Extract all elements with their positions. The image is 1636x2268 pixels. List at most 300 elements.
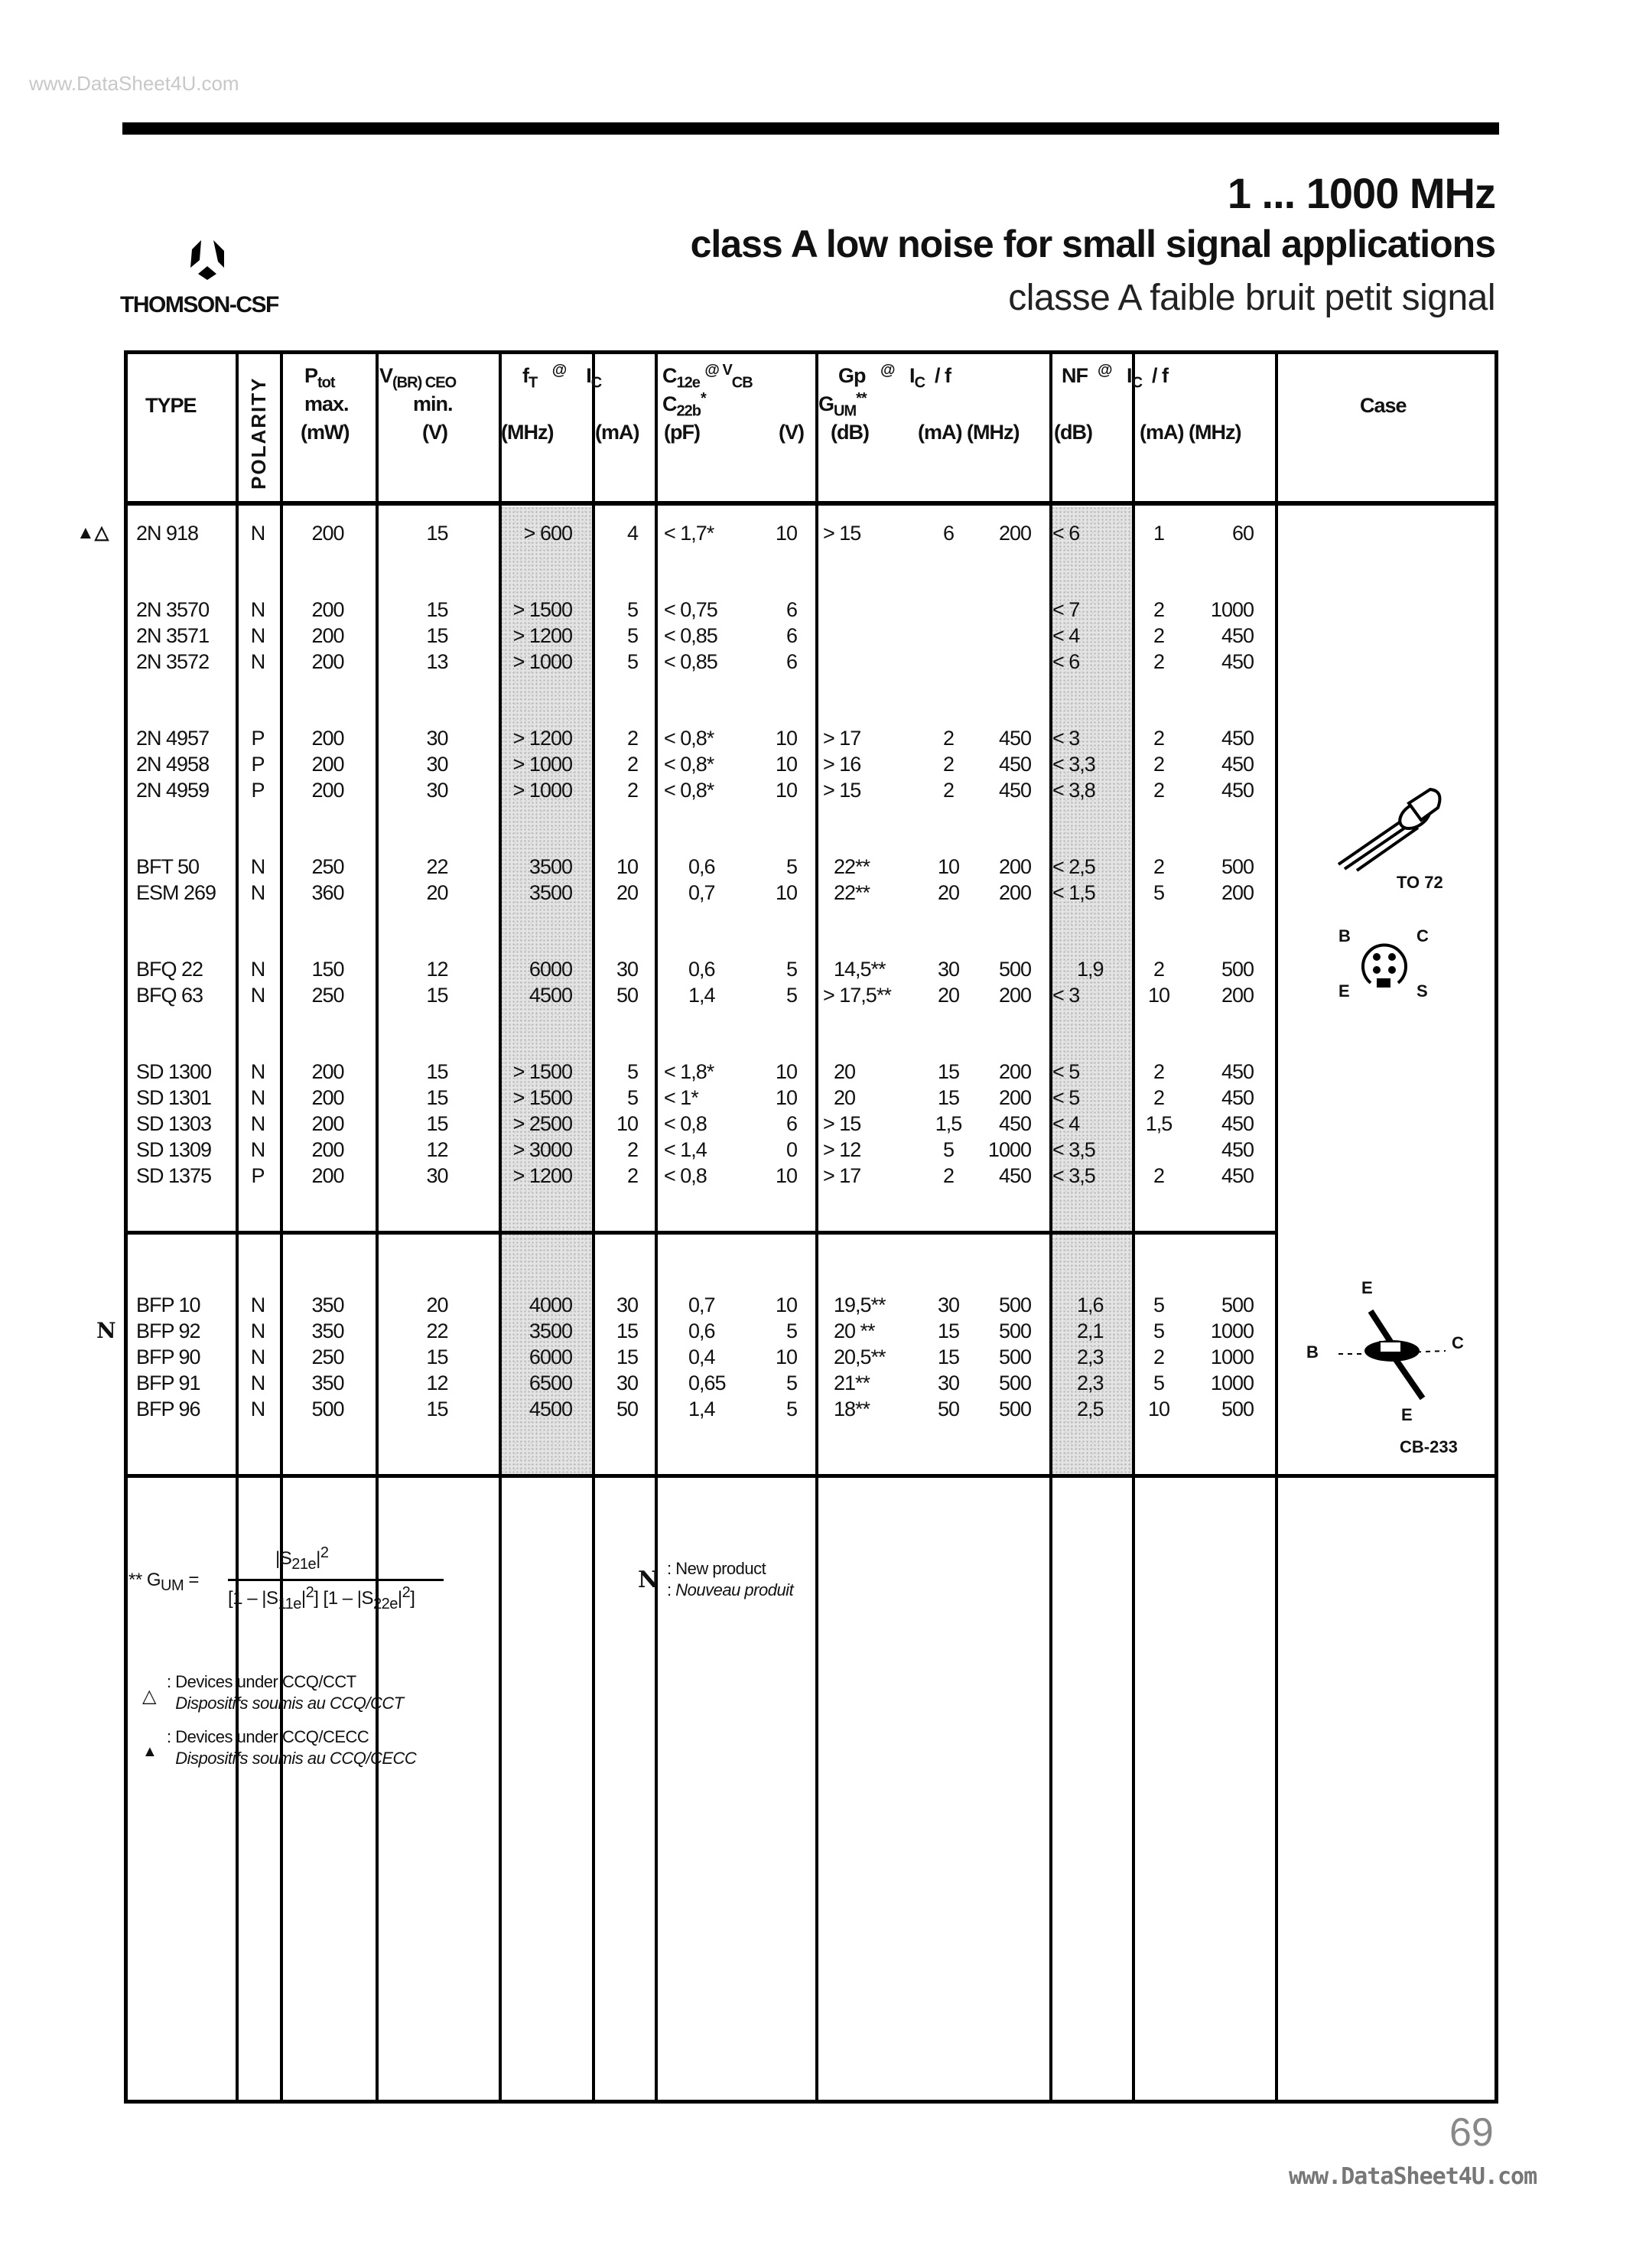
cell-ft: > 3000: [512, 1138, 572, 1161]
header-c12e: $C_{12e}$ $^{@ V}_{CB}$: [662, 362, 753, 392]
cell-noise-figure: 2,3: [1077, 1372, 1104, 1394]
header-nf-ic-f-unit: (mA) (MHz): [1140, 421, 1241, 444]
gum-numerator: $|S_{21e}|^2$: [275, 1544, 329, 1573]
pin-c-label: C: [1416, 926, 1429, 945]
cell-nf-f: 500: [1221, 855, 1254, 878]
cell-gain-f: 200: [998, 1060, 1031, 1083]
cell-vbr-ceo: 30: [426, 779, 448, 802]
cell-polarity: N: [250, 650, 265, 673]
cell-gain-f: 450: [998, 727, 1031, 750]
cell-vcb: 6: [785, 1112, 797, 1135]
cell-polarity: N: [250, 598, 265, 621]
cell-gain: 21**: [834, 1372, 870, 1394]
cell-capacitance: 0,7: [688, 1293, 715, 1316]
cell-noise-figure: 1,9: [1077, 958, 1104, 981]
cell-vbr-ceo: 15: [426, 1086, 448, 1109]
cell-type: 2N 3572: [136, 650, 210, 673]
table-row: [0, 1059, 1636, 1085]
cell-gain-f: 200: [998, 522, 1031, 545]
cell-nf-ic: 2: [1153, 958, 1165, 981]
cell-ft: 4500: [529, 984, 572, 1007]
header-c-unit: (pF): [664, 421, 700, 444]
cell-nf-ic: 2: [1153, 727, 1165, 750]
cell-polarity: N: [250, 1060, 265, 1083]
cell-noise-figure: < 4: [1052, 1112, 1080, 1135]
cell-capacitance: 0,65: [688, 1372, 726, 1394]
cell-gain-ic: 1,5: [935, 1112, 962, 1135]
cell-noise-figure: < 5: [1052, 1086, 1080, 1109]
cell-ft: > 1000: [512, 753, 572, 776]
cell-ft-ic: 2: [626, 753, 638, 776]
cell-ptot: 200: [311, 753, 344, 776]
cell-gain-f: 200: [998, 855, 1031, 878]
cell-nf-f: 500: [1221, 958, 1254, 981]
cell-gain: > 16: [823, 753, 861, 776]
cell-capacitance: < 0,8*: [664, 727, 714, 750]
cell-type: BFP 10: [136, 1293, 200, 1316]
cell-polarity: P: [251, 1164, 265, 1187]
cell-nf-ic: 2: [1153, 650, 1165, 673]
cell-type: BFP 91: [136, 1372, 200, 1394]
cell-vcb: 6: [785, 598, 797, 621]
cell-ft: 3500: [529, 855, 572, 878]
cell-noise-figure: < 3: [1052, 727, 1080, 750]
cell-type: 2N 4957: [136, 727, 210, 750]
case-cb233-label: CB-233: [1400, 1437, 1458, 1456]
cell-nf-f: 500: [1221, 1293, 1254, 1316]
cell-gain-ic: 30: [937, 1372, 960, 1394]
cell-gain-ic: [918, 597, 979, 623]
cell-gain-ic: 2: [942, 779, 955, 802]
cct-symbol: △: [142, 1686, 156, 1707]
table-row: [0, 725, 1636, 751]
cell-nf-f: 450: [1221, 624, 1254, 647]
cell-gain-ic: 20: [937, 984, 960, 1007]
cell-capacitance: < 0,85: [664, 650, 717, 673]
cell-noise-figure: < 2,5: [1052, 855, 1095, 878]
section-rule: [124, 1231, 1275, 1235]
cell-nf-ic: 5: [1153, 1372, 1165, 1394]
cell-ft: 4500: [529, 1398, 572, 1420]
cell-type: SD 1301: [136, 1086, 212, 1109]
cell-nf-ic: 10: [1147, 1398, 1170, 1420]
cell-noise-figure: < 3: [1052, 984, 1080, 1007]
cell-nf-ic: 2: [1153, 855, 1165, 878]
cell-vbr-ceo: 22: [426, 1319, 448, 1342]
cell-noise-figure: < 6: [1052, 522, 1080, 545]
cell-ft-ic: 5: [626, 650, 638, 673]
cell-gain-ic: 15: [937, 1060, 960, 1083]
cell-gain-ic: 30: [937, 958, 960, 981]
cb233-package-icon: [1331, 1300, 1468, 1404]
cell-gain-ic: [918, 623, 979, 649]
cell-noise-figure: 2,5: [1077, 1398, 1104, 1420]
cell-gain: 19,5**: [834, 1293, 886, 1316]
cell-vcb: 0: [785, 1138, 797, 1161]
cell-ft: > 1500: [512, 1060, 572, 1083]
cell-type: SD 1300: [136, 1060, 212, 1083]
cell-gain: [818, 623, 918, 649]
cell-polarity: N: [250, 984, 265, 1007]
cell-nf-ic: 2: [1153, 598, 1165, 621]
cell-vcb: 5: [785, 1372, 797, 1394]
gum-denominator: $[1 - |S_{11e}|^2]$ $[1 - |S_{22e}|^2]$: [228, 1584, 415, 1612]
cell-ft: > 1200: [512, 1164, 572, 1187]
device-group: [0, 520, 1636, 546]
cell-capacitance: < 0,85: [664, 624, 717, 647]
cell-capacitance: 1,4: [688, 1398, 715, 1420]
cell-noise-figure: 1,6: [1077, 1293, 1104, 1316]
cell-capacitance: 1,4: [688, 984, 715, 1007]
cell-gain: > 17: [823, 727, 861, 750]
pin-e-bottom-label: E: [1401, 1405, 1413, 1424]
cell-vbr-ceo: 12: [426, 1138, 448, 1161]
cecc-fr: Dispositifs soumis au CCQ/CECC: [175, 1749, 417, 1768]
pin-s-label: S: [1416, 981, 1428, 1001]
cell-gain-f: 450: [998, 753, 1031, 776]
brand-name: THOMSON-CSF: [120, 292, 278, 317]
device-group: [0, 597, 1636, 675]
cell-capacitance: < 0,75: [664, 598, 717, 621]
watermark-bottom: www.DataSheet4U.com: [1289, 2163, 1537, 2190]
header-nf: NF @ $I_C$ / f: [1062, 362, 1169, 392]
cell-ptot: 200: [311, 1086, 344, 1109]
cell-noise-figure: < 3,8: [1052, 779, 1095, 802]
to72-pinout-icon: [1354, 937, 1415, 991]
cell-gain: 20: [834, 1086, 856, 1109]
cell-type: 2N 3571: [136, 624, 210, 647]
cell-ft: > 1000: [512, 650, 572, 673]
cell-ptot: 200: [311, 1164, 344, 1187]
cell-polarity: N: [250, 881, 265, 904]
cell-ptot: 250: [311, 984, 344, 1007]
cell-vbr-ceo: 30: [426, 1164, 448, 1187]
cell-gain-f: 200: [998, 1086, 1031, 1109]
cell-ptot: 200: [311, 624, 344, 647]
cell-capacitance: 0,6: [688, 855, 715, 878]
cell-gain-ic: 2: [942, 753, 955, 776]
cell-type: BFQ 63: [136, 984, 203, 1007]
cell-gain: [818, 597, 918, 623]
cell-ptot: 200: [311, 522, 344, 545]
cell-polarity: N: [250, 1319, 265, 1342]
cell-type: BFP 90: [136, 1346, 200, 1368]
cell-ft-ic: 5: [626, 1086, 638, 1109]
cell-capacitance: < 1,4: [664, 1138, 707, 1161]
pin-b-label: B: [1338, 926, 1351, 945]
header-gp: Gp @ $I_C$ / f: [838, 362, 951, 392]
cell-gain-ic: 15: [937, 1086, 960, 1109]
header-vbr: $V_{(BR) CEO}$: [379, 364, 457, 392]
cell-gain-f: [979, 649, 1049, 675]
header-gum: $G_{UM}^{**}$: [818, 390, 867, 420]
cell-gain-f: 500: [998, 1346, 1031, 1368]
cell-nf-ic: 10: [1147, 984, 1170, 1007]
cell-polarity: N: [250, 855, 265, 878]
cell-gain-f: 500: [998, 1398, 1031, 1420]
page-subtitle: class A low noise for small signal applications: [690, 223, 1495, 265]
cell-nf-f: 200: [1221, 881, 1254, 904]
cell-ft-ic: 10: [616, 1112, 638, 1135]
cell-ptot: 360: [311, 881, 344, 904]
table-row: [0, 623, 1636, 649]
cell-vcb: 10: [775, 1164, 797, 1187]
header-gp-unit: (dB): [831, 421, 869, 444]
cell-gain: 18**: [834, 1398, 870, 1420]
cell-gain: 22**: [834, 855, 870, 878]
cell-vbr-ceo: 15: [426, 1112, 448, 1135]
cell-ft: 6000: [529, 1346, 572, 1368]
header-vbr-min: min.: [413, 392, 453, 415]
table-row: [0, 1137, 1636, 1163]
cell-vbr-ceo: 20: [426, 881, 448, 904]
cell-nf-f: 450: [1221, 1112, 1254, 1135]
cell-ft-ic: 2: [626, 779, 638, 802]
cell-nf-ic: 2: [1153, 1164, 1165, 1187]
cell-ft: 4000: [529, 1293, 572, 1316]
cell-gain-ic: 20: [937, 881, 960, 904]
pin-e-top-label: E: [1361, 1278, 1373, 1297]
cell-type: 2N 4958: [136, 753, 210, 776]
cell-noise-figure: < 7: [1052, 598, 1080, 621]
cell-gain: [818, 649, 918, 675]
cct-en: : Devices under CCQ/CCT: [167, 1672, 356, 1691]
cell-capacitance: < 1,8*: [664, 1060, 714, 1083]
cell-ft: 6000: [529, 958, 572, 981]
table-row: [0, 597, 1636, 623]
new-product-symbol: N: [638, 1567, 659, 1593]
cell-ft: > 2500: [512, 1112, 572, 1135]
cell-gain: 22**: [834, 881, 870, 904]
cell-gain: > 15: [823, 779, 861, 802]
header-type: TYPE: [145, 394, 197, 417]
cell-gain-f: 500: [998, 1319, 1031, 1342]
cell-polarity: N: [250, 624, 265, 647]
cell-gain: > 15: [823, 522, 861, 545]
cell-ft-ic: 50: [616, 984, 638, 1007]
cell-nf-ic: 2: [1153, 1060, 1165, 1083]
header-nf-unit: (dB): [1054, 421, 1092, 444]
cell-noise-figure: < 6: [1052, 650, 1080, 673]
cell-gain-ic: 15: [937, 1319, 960, 1342]
cell-gain-ic: 5: [942, 1138, 955, 1161]
cell-ft-ic: 30: [616, 1293, 638, 1316]
cell-capacitance: < 0,8*: [664, 779, 714, 802]
cell-nf-ic: [1132, 1137, 1186, 1163]
cell-ptot: 200: [311, 650, 344, 673]
cell-gain-f: 200: [998, 881, 1031, 904]
cell-noise-figure: 2,3: [1077, 1346, 1104, 1368]
table-row: [0, 1085, 1636, 1111]
table-row: [0, 520, 1636, 546]
cell-vbr-ceo: 22: [426, 855, 448, 878]
cell-ft: 6500: [529, 1372, 572, 1394]
cell-gain-ic: 15: [937, 1346, 960, 1368]
cell-ft: > 600: [523, 522, 572, 545]
cell-ft-ic: 4: [626, 522, 638, 545]
cell-ptot: 200: [311, 598, 344, 621]
cell-polarity: N: [250, 1112, 265, 1135]
cell-ft: 3500: [529, 1319, 572, 1342]
cell-vcb: 10: [775, 1086, 797, 1109]
cell-gain-ic: [918, 649, 979, 675]
cell-capacitance: 0,4: [688, 1346, 715, 1368]
cell-gain-f: 450: [998, 779, 1031, 802]
header-ptot: $P_{tot}$: [304, 364, 335, 392]
cell-gain: 20,5**: [834, 1346, 886, 1368]
cell-vcb: 10: [775, 1060, 797, 1083]
cell-nf-f: 200: [1221, 984, 1254, 1007]
cell-gain: 14,5**: [834, 958, 886, 981]
cell-nf-ic: 1: [1153, 522, 1165, 545]
cell-ptot: 200: [311, 1060, 344, 1083]
cell-nf-f: 450: [1221, 1138, 1254, 1161]
cell-capacitance: < 1,7*: [664, 522, 714, 545]
cell-gain-f: 200: [998, 984, 1031, 1007]
cell-gain-ic: 30: [937, 1293, 960, 1316]
cell-gain-f: 500: [998, 1293, 1031, 1316]
cell-type: BFP 92: [136, 1319, 200, 1342]
cell-gain-f: [979, 623, 1049, 649]
header-ft: $f_T$ @ $I_C$: [522, 362, 602, 392]
cell-gain-f: 450: [998, 1112, 1031, 1135]
cell-polarity: N: [250, 1138, 265, 1161]
cell-nf-f: 450: [1221, 727, 1254, 750]
cell-ptot: 200: [311, 1112, 344, 1135]
cell-ft-ic: 5: [626, 624, 638, 647]
cell-gain: 20: [834, 1060, 856, 1083]
header-ft-unit: (MHz): [501, 421, 554, 444]
header-rule: [124, 501, 1498, 506]
cell-vcb: 10: [775, 779, 797, 802]
cell-vbr-ceo: 15: [426, 1346, 448, 1368]
cell-vbr-ceo: 12: [426, 1372, 448, 1394]
cell-ft-ic: 30: [616, 1372, 638, 1394]
cell-ft: > 1200: [512, 727, 572, 750]
cell-gain: > 17: [823, 1164, 861, 1187]
cell-noise-figure: < 1,5: [1052, 881, 1095, 904]
cell-vcb: 10: [775, 1293, 797, 1316]
cell-polarity: N: [250, 1293, 265, 1316]
cell-vcb: 10: [775, 1346, 797, 1368]
cell-gain: 20 **: [834, 1319, 875, 1342]
cell-type: 2N 918: [136, 522, 199, 545]
cell-ft: > 1500: [512, 598, 572, 621]
cell-ft-ic: 10: [616, 855, 638, 878]
header-vcb-unit: (V): [779, 421, 804, 444]
pin-e-label: E: [1338, 981, 1350, 1001]
cell-polarity: N: [250, 522, 265, 545]
cell-ptot: 350: [311, 1293, 344, 1316]
cell-ptot: 250: [311, 1346, 344, 1368]
cell-vbr-ceo: 15: [426, 598, 448, 621]
cell-ft-ic: 15: [616, 1346, 638, 1368]
cell-vbr-ceo: 13: [426, 650, 448, 673]
cell-vbr-ceo: 15: [426, 1398, 448, 1420]
cell-polarity: P: [251, 779, 265, 802]
cell-type: BFP 96: [136, 1398, 200, 1420]
cell-nf-ic: 2: [1153, 753, 1165, 776]
cell-type: SD 1303: [136, 1112, 212, 1135]
cell-vbr-ceo: 20: [426, 1293, 448, 1316]
cell-type: BFT 50: [136, 855, 200, 878]
cell-ptot: 350: [311, 1372, 344, 1394]
cell-gain-ic: 6: [942, 522, 955, 545]
cell-type: ESM 269: [136, 881, 216, 904]
cell-vbr-ceo: 12: [426, 958, 448, 981]
cell-nf-f: 1000: [1210, 1372, 1254, 1394]
cell-gain: > 17,5**: [823, 984, 891, 1007]
cell-vcb: 5: [785, 984, 797, 1007]
new-product-fr: : Nouveau produit: [667, 1580, 794, 1599]
cell-gain-ic: 50: [937, 1398, 960, 1420]
fraction-bar: [228, 1579, 444, 1581]
gum-formula-label: ** $G_{UM}$ =: [128, 1570, 199, 1594]
cell-ft-ic: 2: [626, 1164, 638, 1187]
cell-vbr-ceo: 30: [426, 727, 448, 750]
cell-vcb: 5: [785, 958, 797, 981]
header-case: Case: [1360, 394, 1407, 417]
cell-noise-figure: < 5: [1052, 1060, 1080, 1083]
cell-nf-f: 450: [1221, 1060, 1254, 1083]
cell-vcb: 5: [785, 1319, 797, 1342]
cell-nf-ic: 5: [1153, 1319, 1165, 1342]
cell-nf-f: 500: [1221, 1398, 1254, 1420]
cell-nf-f: 450: [1221, 753, 1254, 776]
table-row: [0, 1111, 1636, 1137]
cell-capacitance: < 0,8: [664, 1112, 707, 1135]
cell-polarity: N: [250, 1086, 265, 1109]
cell-ptot: 250: [311, 855, 344, 878]
cell-type: SD 1375: [136, 1164, 212, 1187]
cell-type: 2N 4959: [136, 779, 210, 802]
header-polarity: POLARITY: [247, 376, 270, 490]
table-row: [0, 649, 1636, 675]
cell-type: BFQ 22: [136, 958, 203, 981]
cell-capacitance: < 0,8*: [664, 753, 714, 776]
cell-ptot: 150: [311, 958, 344, 981]
cell-nf-f: 450: [1221, 1086, 1254, 1109]
header-gp-ic-f-unit: (mA) (MHz): [918, 421, 1020, 444]
header-vbr-unit: (V): [422, 421, 447, 444]
section-rule: [124, 1474, 1498, 1478]
top-rule: [122, 122, 1499, 135]
cct-fr: Dispositifs soumis au CCQ/CCT: [175, 1694, 404, 1713]
cell-ptot: 200: [311, 779, 344, 802]
cell-ft-ic: 15: [616, 1319, 638, 1342]
pin-b-label: B: [1306, 1342, 1319, 1362]
cell-ft-ic: 2: [626, 727, 638, 750]
cell-nf-ic: 5: [1153, 1293, 1165, 1316]
cell-ft: > 1200: [512, 624, 572, 647]
cell-vcb: 6: [785, 624, 797, 647]
cell-type: 2N 3570: [136, 598, 210, 621]
header-ic-unit: (mA): [595, 421, 639, 444]
cell-ft: 3500: [529, 881, 572, 904]
cell-polarity: P: [251, 727, 265, 750]
cell-gain-f: 450: [998, 1164, 1031, 1187]
header-c22b: $C_{22b}^*$: [662, 390, 706, 420]
header-ptot-unit: (mW): [301, 421, 350, 444]
cell-ft-ic: 50: [616, 1398, 638, 1420]
cell-noise-figure: < 3,5: [1052, 1164, 1095, 1187]
cell-ft-ic: 30: [616, 958, 638, 981]
cell-nf-f: 450: [1221, 1164, 1254, 1187]
page-number: 69: [1449, 2110, 1494, 2155]
page-title: 1 ... 1000 MHz: [1227, 169, 1495, 217]
cell-polarity: N: [250, 1346, 265, 1368]
cell-nf-ic: 2: [1153, 1086, 1165, 1109]
